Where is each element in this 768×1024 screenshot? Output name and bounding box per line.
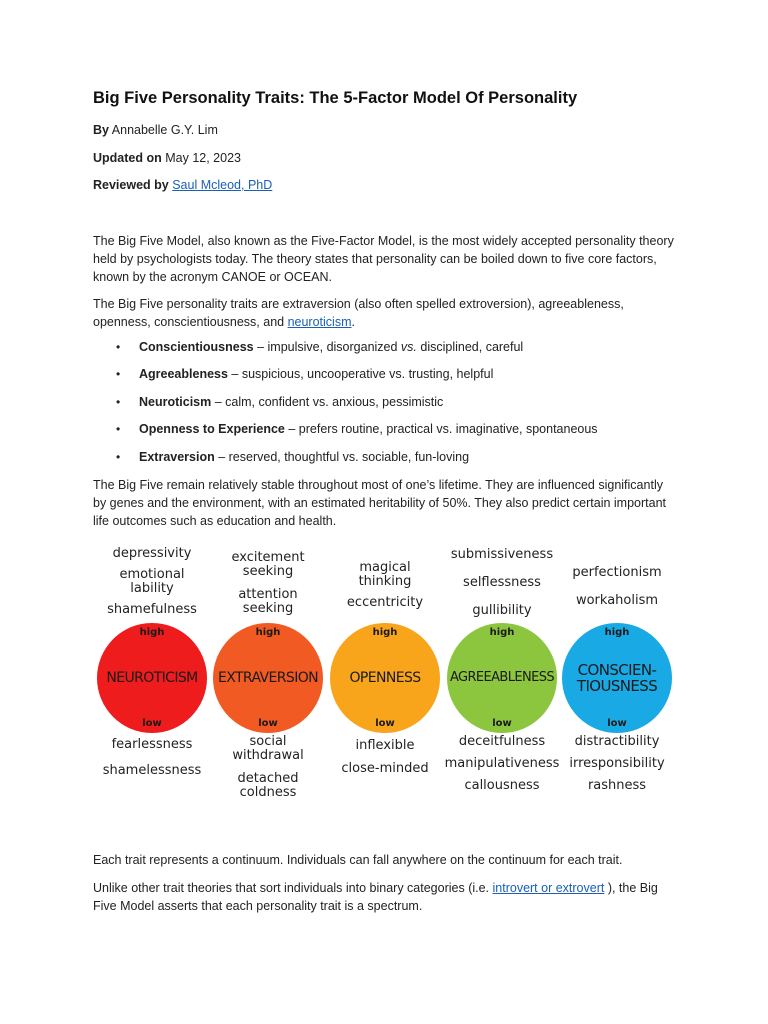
conscientiousness-high-word: perfectionism xyxy=(572,565,662,580)
trait-desc: – reserved, thoughtful vs. sociable, fun-loving xyxy=(214,449,470,464)
conscientiousness-label-line2: TIOUSNESS xyxy=(576,677,658,695)
agreeableness-high-word: gullibility xyxy=(472,603,532,618)
conscientiousness-high-word: workaholism xyxy=(575,593,659,608)
openness-label: OPENNESS xyxy=(349,670,421,686)
extraversion-circle xyxy=(213,623,323,733)
traits-intro-paragraph xyxy=(93,295,678,331)
spectrum-text: Unlike other trait theories that sort individuals into binary categories (i.e. xyxy=(93,881,493,895)
high-label: high xyxy=(489,627,515,638)
bullet-icon: • xyxy=(116,394,121,409)
bullet-icon: • xyxy=(116,449,121,464)
list-item xyxy=(93,365,678,392)
low-label: low xyxy=(492,718,512,729)
agreeableness-high-word: selflessness xyxy=(463,575,541,590)
introvert-extrovert-link[interactable]: introvert or extrovert xyxy=(492,881,605,895)
list-item xyxy=(93,393,678,420)
extraversion-high-word: excitement xyxy=(231,550,305,565)
high-label: high xyxy=(139,627,165,638)
low-label: low xyxy=(258,718,278,729)
updated-label: Updated on xyxy=(93,151,162,165)
agreeableness-low-word: deceitfulness xyxy=(458,734,546,749)
neuroticism-high-word: depressivity xyxy=(112,546,192,561)
low-label: low xyxy=(142,718,162,729)
updated-line xyxy=(93,151,241,165)
list-item xyxy=(93,338,678,365)
bullet-icon: • xyxy=(116,422,121,437)
traits-intro-text: The Big Five personality traits are extraversion (also often spelled extroversion), agreeableness, openness, conscientiousness, and xyxy=(93,297,624,329)
neuroticism-low-word: fearlessness xyxy=(111,737,193,752)
traits-intro-end: . xyxy=(351,315,355,329)
openness-circle xyxy=(330,623,440,733)
trait-desc: – impulsive, disorganized xyxy=(253,340,401,354)
conscientiousness-low-word: rashness xyxy=(587,778,647,793)
big-five-figure xyxy=(93,538,683,813)
conscientiousness-low-word: irresponsibility xyxy=(569,756,665,771)
bullet-icon: • xyxy=(116,367,121,382)
article-title: Big Five Personality Traits: The 5-Factor Model Of Personality xyxy=(93,89,578,107)
openness-low-word: inflexible xyxy=(355,738,415,753)
neuroticism-high-word: emotional xyxy=(119,567,185,582)
conscientiousness-low-word: distractibility xyxy=(574,734,660,749)
openness-high-word: eccentricity xyxy=(346,595,424,610)
neuroticism-circle xyxy=(97,623,207,733)
updated-date: May 12, 2023 xyxy=(165,151,241,165)
spectrum-paragraph xyxy=(93,879,678,915)
trait-desc: – prefers routine, practical vs. imaginative, spontaneous xyxy=(284,422,598,437)
high-label: high xyxy=(372,627,398,638)
trait-desc: – calm, confident vs. anxious, pessimistic xyxy=(211,394,444,409)
trait-term: Agreeableness xyxy=(139,367,228,382)
conscientiousness-label-line1: CONSCIEN- xyxy=(577,661,657,679)
list-item xyxy=(93,448,678,475)
traits-bullet-list xyxy=(93,338,678,475)
trait-term: Neuroticism xyxy=(139,394,212,409)
extraversion-label: EXTRAVERSION xyxy=(217,670,319,686)
byline xyxy=(93,123,218,137)
trait-desc: – suspicious, uncooperative vs. trusting, helpful xyxy=(227,367,494,382)
openness-high-word: thinking xyxy=(358,574,412,589)
reviewer-link[interactable]: Saul Mcleod, PhD xyxy=(172,178,273,192)
extraversion-low-word: social xyxy=(249,734,287,749)
continuum-paragraph: Each trait represents a continuum. Individuals can fall anywhere on the continuum for each trait. xyxy=(93,853,623,867)
intro-paragraph: The Big Five Model, also known as the Five-Factor Model, is the most widely accepted personality theory held by psychologists today. The theory states that personality can be boiled down to five core factors, known by the acronym CANOE or OCEAN. xyxy=(93,234,674,284)
trait-desc-end: disciplined, careful xyxy=(416,340,524,354)
agreeableness-high-word: submissiveness xyxy=(450,547,554,562)
conscientiousness-label xyxy=(556,662,678,694)
extraversion-high-word: seeking xyxy=(242,564,294,579)
neuroticism-high-word: lability xyxy=(130,581,174,596)
trait-term: Extraversion xyxy=(139,449,215,464)
low-label: low xyxy=(375,718,395,729)
trait-desc-italic: vs. xyxy=(400,340,417,354)
high-label: high xyxy=(255,627,281,638)
stability-paragraph: The Big Five remain relatively stable throughout most of one’s lifetime. They are influenced significantly by genes and the environment, with an estimated heritability of 50%. They also predict certain important life outcomes such as education and health. xyxy=(93,478,666,528)
high-label: high xyxy=(604,627,630,638)
bullet-icon: • xyxy=(116,340,121,354)
openness-low-word: close-minded xyxy=(341,761,429,776)
list-item xyxy=(93,420,678,447)
neuroticism-link[interactable]: neuroticism xyxy=(287,315,352,329)
conscientiousness-circle xyxy=(562,623,672,733)
agreeableness-label: AGREEABLENESS xyxy=(449,670,555,685)
author-name: Annabelle G.Y. Lim xyxy=(111,123,218,137)
spectrum-text-end: ), the Big Five Model asserts that each personality trait is a spectrum. xyxy=(93,881,658,913)
neuroticism-high-word: shamefulness xyxy=(107,602,197,617)
by-label: By xyxy=(93,123,109,137)
reviewed-label: Reviewed by xyxy=(93,178,169,192)
agreeableness-circle xyxy=(447,623,557,733)
extraversion-low-word: withdrawal xyxy=(232,748,304,763)
agreeableness-low-word: callousness xyxy=(464,778,540,793)
low-label: low xyxy=(607,718,627,729)
openness-high-word: magical xyxy=(359,560,411,575)
extraversion-high-word: attention xyxy=(238,587,298,602)
agreeableness-low-word: manipulativeness xyxy=(444,756,560,771)
extraversion-high-word: seeking xyxy=(242,601,294,616)
extraversion-low-word: coldness xyxy=(239,785,297,800)
reviewed-line xyxy=(93,178,272,192)
neuroticism-low-word: shamelessness xyxy=(102,763,202,778)
trait-term: Conscientiousness xyxy=(139,340,254,354)
neuroticism-label: NEUROTICISM xyxy=(106,670,198,686)
extraversion-low-word: detached xyxy=(237,771,299,786)
trait-term: Openness to Experience xyxy=(139,422,285,437)
